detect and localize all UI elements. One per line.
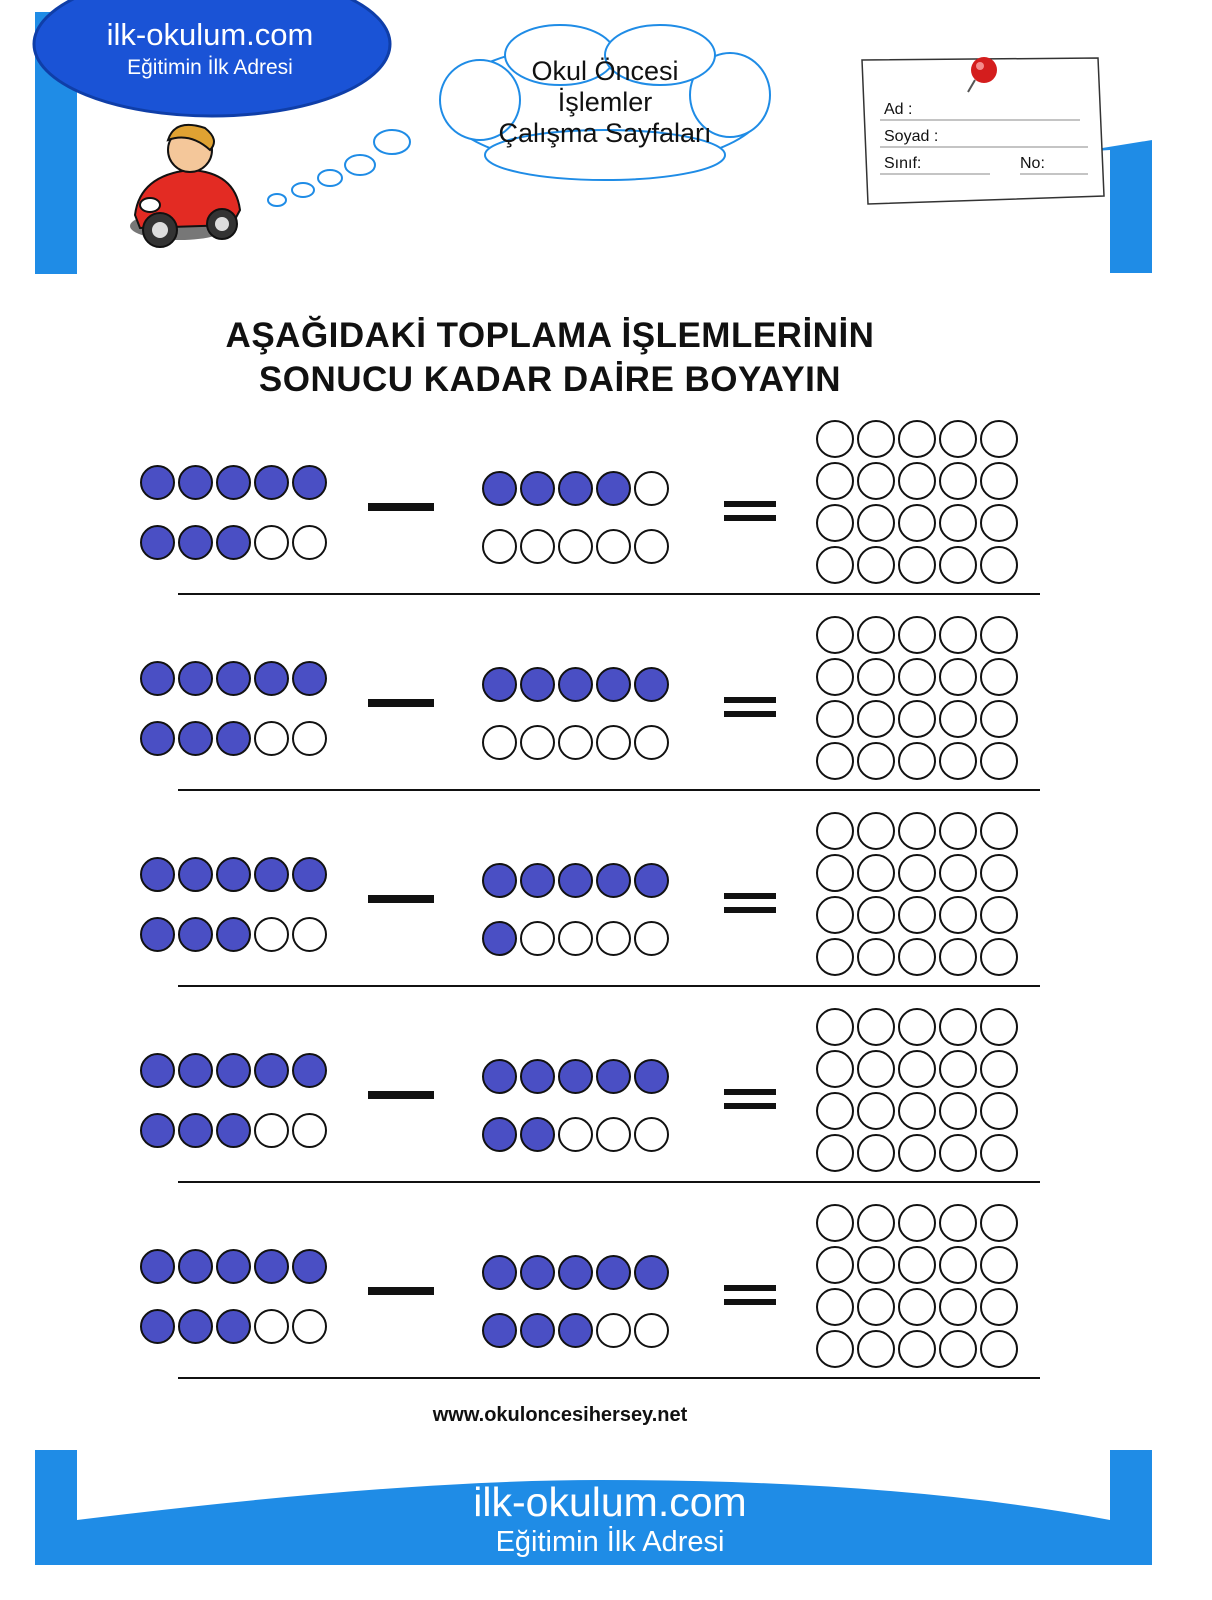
empty-circle <box>520 529 555 564</box>
answer-circle[interactable] <box>939 700 977 738</box>
filled-circle <box>254 857 289 892</box>
answer-circle[interactable] <box>857 1246 895 1284</box>
answer-circle[interactable] <box>898 546 936 584</box>
answer-circle[interactable] <box>980 896 1018 934</box>
answer-circle[interactable] <box>816 1246 854 1284</box>
filled-circle <box>634 1255 669 1290</box>
filled-circle <box>292 465 327 500</box>
answer-circle[interactable] <box>816 938 854 976</box>
answer-circle[interactable] <box>816 1050 854 1088</box>
filled-circle <box>520 1117 555 1152</box>
equals-sign <box>724 697 776 717</box>
answer-circle[interactable] <box>816 812 854 850</box>
answer-circle[interactable] <box>857 742 895 780</box>
filled-circle <box>178 465 213 500</box>
row-divider <box>178 985 1040 987</box>
row-divider <box>178 1181 1040 1183</box>
empty-circle <box>596 1117 631 1152</box>
empty-circle <box>254 917 289 952</box>
answer-circle[interactable] <box>816 546 854 584</box>
filled-circle <box>482 1059 517 1094</box>
filled-circle <box>140 1053 175 1088</box>
filled-circle <box>558 667 593 702</box>
answer-circle[interactable] <box>857 1204 895 1242</box>
filled-circle <box>140 917 175 952</box>
subtrahend-top-row <box>482 471 669 506</box>
answer-circle[interactable] <box>898 742 936 780</box>
answer-circle[interactable] <box>980 742 1018 780</box>
minuend-bottom-row <box>140 917 327 952</box>
filled-circle <box>596 1255 631 1290</box>
answer-circle[interactable] <box>980 1050 1018 1088</box>
filled-circle <box>216 1113 251 1148</box>
minus-sign <box>368 503 434 511</box>
filled-circle <box>216 917 251 952</box>
filled-circle <box>140 525 175 560</box>
answer-circle[interactable] <box>980 1246 1018 1284</box>
answer-circle-grid <box>816 1204 1018 1370</box>
answer-circle[interactable] <box>939 742 977 780</box>
filled-circle <box>634 863 669 898</box>
empty-circle <box>596 529 631 564</box>
answer-circle[interactable] <box>857 700 895 738</box>
filled-circle <box>558 1255 593 1290</box>
answer-circle[interactable] <box>898 658 936 696</box>
subtrahend-bottom-row <box>482 529 669 564</box>
empty-circle <box>558 921 593 956</box>
filled-circle <box>558 863 593 898</box>
answer-circle[interactable] <box>939 1008 977 1046</box>
answer-circle[interactable] <box>857 546 895 584</box>
answer-circle[interactable] <box>980 1134 1018 1172</box>
filled-circle <box>216 1309 251 1344</box>
filled-circle <box>178 857 213 892</box>
answer-circle[interactable] <box>857 938 895 976</box>
surname-label: Soyad : <box>884 128 939 145</box>
empty-circle <box>634 471 669 506</box>
answer-circle[interactable] <box>980 812 1018 850</box>
answer-circle[interactable] <box>857 504 895 542</box>
empty-circle <box>596 1313 631 1348</box>
minuend-top-row <box>140 1053 327 1088</box>
subtrahend-bottom-row <box>482 725 669 760</box>
minuend-top-row <box>140 661 327 696</box>
answer-circle[interactable] <box>816 1330 854 1368</box>
answer-circle[interactable] <box>898 1246 936 1284</box>
answer-circle[interactable] <box>939 420 977 458</box>
filled-circle <box>520 1059 555 1094</box>
minuend-bottom-row <box>140 1113 327 1148</box>
answer-circle[interactable] <box>980 938 1018 976</box>
answer-circle[interactable] <box>816 658 854 696</box>
minus-sign <box>368 1287 434 1295</box>
filled-circle <box>634 1059 669 1094</box>
empty-circle <box>292 721 327 756</box>
filled-circle <box>520 863 555 898</box>
filled-circle <box>216 465 251 500</box>
answer-circle[interactable] <box>816 616 854 654</box>
answer-circle[interactable] <box>980 1288 1018 1326</box>
minuend-top-row <box>140 465 327 500</box>
answer-circle-grid <box>816 1008 1018 1174</box>
filled-circle <box>140 661 175 696</box>
filled-circle <box>482 667 517 702</box>
empty-circle <box>254 1309 289 1344</box>
answer-circle[interactable] <box>816 1008 854 1046</box>
minuend-bottom-row <box>140 525 327 560</box>
subtrahend-bottom-row <box>482 1117 669 1152</box>
filled-circle <box>482 471 517 506</box>
minus-sign <box>368 699 434 707</box>
empty-circle <box>292 917 327 952</box>
answer-circle-grid <box>816 616 1018 782</box>
answer-circle[interactable] <box>816 700 854 738</box>
answer-circle[interactable] <box>980 1092 1018 1130</box>
answer-circle[interactable] <box>816 420 854 458</box>
filled-circle <box>292 1249 327 1284</box>
minuend-top-row <box>140 1249 327 1284</box>
equals-sign <box>724 1089 776 1109</box>
answer-circle[interactable] <box>898 812 936 850</box>
answer-circle[interactable] <box>980 420 1018 458</box>
empty-circle <box>634 529 669 564</box>
filled-circle <box>178 1053 213 1088</box>
row-divider <box>178 789 1040 791</box>
empty-circle <box>520 921 555 956</box>
answer-circle[interactable] <box>939 1092 977 1130</box>
footer-site-title: ilk-okulum.com <box>473 1479 747 1525</box>
minus-sign <box>368 895 434 903</box>
filled-circle <box>254 1249 289 1284</box>
filled-circle <box>558 1059 593 1094</box>
filled-circle <box>520 667 555 702</box>
filled-circle <box>596 471 631 506</box>
answer-circle[interactable] <box>816 742 854 780</box>
answer-circle[interactable] <box>816 462 854 500</box>
answer-circle[interactable] <box>898 1204 936 1242</box>
filled-circle <box>482 921 517 956</box>
filled-circle <box>216 721 251 756</box>
filled-circle <box>216 525 251 560</box>
answer-circle[interactable] <box>898 420 936 458</box>
filled-circle <box>216 1053 251 1088</box>
filled-circle <box>292 661 327 696</box>
row-divider <box>178 593 1040 595</box>
answer-circle[interactable] <box>857 1288 895 1326</box>
filled-circle <box>254 465 289 500</box>
filled-circle <box>178 1309 213 1344</box>
answer-circle[interactable] <box>857 420 895 458</box>
footer-url: www.okuloncesihersey.net <box>432 1404 688 1426</box>
answer-circle[interactable] <box>816 896 854 934</box>
empty-circle <box>634 725 669 760</box>
answer-circle[interactable] <box>939 1134 977 1172</box>
answer-circle[interactable] <box>980 854 1018 892</box>
cloud-line: Çalışma Sayfaları <box>498 118 712 148</box>
answer-circle[interactable] <box>939 1204 977 1242</box>
answer-circle[interactable] <box>980 1008 1018 1046</box>
empty-circle <box>634 1117 669 1152</box>
filled-circle <box>596 667 631 702</box>
answer-circle[interactable] <box>898 1134 936 1172</box>
answer-circle[interactable] <box>939 812 977 850</box>
filled-circle <box>482 1255 517 1290</box>
answer-circle[interactable] <box>980 504 1018 542</box>
answer-circle[interactable] <box>857 1050 895 1088</box>
answer-circle[interactable] <box>898 1008 936 1046</box>
cloud-line: İşlemler <box>557 87 653 117</box>
empty-circle <box>482 529 517 564</box>
empty-circle <box>596 725 631 760</box>
answer-circle[interactable] <box>939 462 977 500</box>
filled-circle <box>558 1313 593 1348</box>
filled-circle <box>178 917 213 952</box>
class-label: Sınıf: <box>884 155 922 172</box>
filled-circle <box>140 1309 175 1344</box>
empty-circle <box>558 725 593 760</box>
empty-circle <box>292 1309 327 1344</box>
answer-circle[interactable] <box>857 896 895 934</box>
answer-circle[interactable] <box>939 1050 977 1088</box>
answer-circle[interactable] <box>816 1288 854 1326</box>
instruction-line-2: SONUCU KADAR DAİRE BOYAYIN <box>258 360 842 399</box>
footer-site-subtitle: Eğitimin İlk Adresi <box>495 1526 725 1558</box>
answer-circle[interactable] <box>898 854 936 892</box>
equals-sign <box>724 1285 776 1305</box>
filled-circle <box>520 1255 555 1290</box>
filled-circle <box>482 1117 517 1152</box>
empty-circle <box>254 1113 289 1148</box>
empty-circle <box>558 1117 593 1152</box>
row-divider <box>178 1377 1040 1379</box>
name-label: Ad : <box>884 101 913 118</box>
empty-circle <box>558 529 593 564</box>
filled-circle <box>520 471 555 506</box>
answer-circle[interactable] <box>816 1204 854 1242</box>
subtrahend-top-row <box>482 863 669 898</box>
filled-circle <box>178 525 213 560</box>
answer-circle[interactable] <box>980 1330 1018 1368</box>
subtrahend-top-row <box>482 667 669 702</box>
filled-circle <box>596 1059 631 1094</box>
filled-circle <box>596 863 631 898</box>
filled-circle <box>140 1113 175 1148</box>
filled-circle <box>520 1313 555 1348</box>
answer-circle[interactable] <box>816 854 854 892</box>
answer-circle[interactable] <box>939 616 977 654</box>
answer-circle[interactable] <box>980 700 1018 738</box>
answer-circle[interactable] <box>857 1330 895 1368</box>
filled-circle <box>178 1113 213 1148</box>
answer-circle[interactable] <box>898 504 936 542</box>
cloud-title <box>470 56 740 149</box>
answer-circle[interactable] <box>898 938 936 976</box>
filled-circle <box>178 1249 213 1284</box>
minuend-bottom-row <box>140 1309 327 1344</box>
minus-sign <box>368 1091 434 1099</box>
empty-circle <box>634 921 669 956</box>
subtrahend-bottom-row <box>482 1313 669 1348</box>
answer-circle[interactable] <box>816 1134 854 1172</box>
filled-circle <box>254 661 289 696</box>
answer-circle[interactable] <box>980 658 1018 696</box>
number-label: No: <box>1020 155 1045 172</box>
filled-circle <box>216 857 251 892</box>
answer-circle[interactable] <box>898 896 936 934</box>
filled-circle <box>140 1249 175 1284</box>
cloud-line: Okul Öncesi <box>531 56 679 86</box>
answer-circle[interactable] <box>980 546 1018 584</box>
answer-circle[interactable] <box>939 938 977 976</box>
answer-circle[interactable] <box>898 616 936 654</box>
empty-circle <box>254 525 289 560</box>
answer-circle[interactable] <box>939 1246 977 1284</box>
answer-circle[interactable] <box>980 1204 1018 1242</box>
equals-sign <box>724 893 776 913</box>
answer-circle[interactable] <box>898 1288 936 1326</box>
filled-circle <box>216 1249 251 1284</box>
answer-circle[interactable] <box>857 658 895 696</box>
answer-circle[interactable] <box>939 546 977 584</box>
minuend-bottom-row <box>140 721 327 756</box>
answer-circle[interactable] <box>939 504 977 542</box>
answer-circle[interactable] <box>939 896 977 934</box>
filled-circle <box>292 1053 327 1088</box>
filled-circle <box>634 667 669 702</box>
filled-circle <box>216 661 251 696</box>
subtrahend-bottom-row <box>482 921 669 956</box>
answer-circle[interactable] <box>939 854 977 892</box>
answer-circle[interactable] <box>857 462 895 500</box>
minuend-top-row <box>140 857 327 892</box>
empty-circle <box>482 725 517 760</box>
filled-circle <box>140 721 175 756</box>
filled-circle <box>482 1313 517 1348</box>
answer-circle[interactable] <box>898 1330 936 1368</box>
empty-circle <box>292 525 327 560</box>
answer-circle[interactable] <box>857 812 895 850</box>
equals-sign <box>724 501 776 521</box>
instruction-line-1: AŞAĞIDAKİ TOPLAMA İŞLEMLERİNİN <box>225 316 875 355</box>
filled-circle <box>140 465 175 500</box>
answer-circle[interactable] <box>980 616 1018 654</box>
empty-circle <box>292 1113 327 1148</box>
filled-circle <box>482 863 517 898</box>
empty-circle <box>596 921 631 956</box>
filled-circle <box>558 471 593 506</box>
answer-circle[interactable] <box>898 462 936 500</box>
answer-circle[interactable] <box>857 1008 895 1046</box>
filled-circle <box>178 721 213 756</box>
answer-circle[interactable] <box>939 658 977 696</box>
answer-circle[interactable] <box>857 1134 895 1172</box>
filled-circle <box>254 1053 289 1088</box>
empty-circle <box>254 721 289 756</box>
answer-circle[interactable] <box>980 462 1018 500</box>
answer-circle[interactable] <box>857 1092 895 1130</box>
answer-circle[interactable] <box>939 1288 977 1326</box>
answer-circle[interactable] <box>898 1092 936 1130</box>
answer-circle[interactable] <box>898 1050 936 1088</box>
answer-circle-grid <box>816 812 1018 978</box>
subtrahend-top-row <box>482 1059 669 1094</box>
answer-circle[interactable] <box>939 1330 977 1368</box>
empty-circle <box>520 725 555 760</box>
answer-circle[interactable] <box>816 1092 854 1130</box>
header-site-title: ilk-okulum.com <box>106 17 314 52</box>
answer-circle-grid <box>816 420 1018 586</box>
filled-circle <box>178 661 213 696</box>
empty-circle <box>634 1313 669 1348</box>
answer-circle[interactable] <box>898 700 936 738</box>
filled-circle <box>140 857 175 892</box>
subtrahend-top-row <box>482 1255 669 1290</box>
answer-circle[interactable] <box>857 854 895 892</box>
answer-circle[interactable] <box>857 616 895 654</box>
answer-circle[interactable] <box>816 504 854 542</box>
filled-circle <box>292 857 327 892</box>
header-site-subtitle: Eğitimin İlk Adresi <box>127 56 293 79</box>
